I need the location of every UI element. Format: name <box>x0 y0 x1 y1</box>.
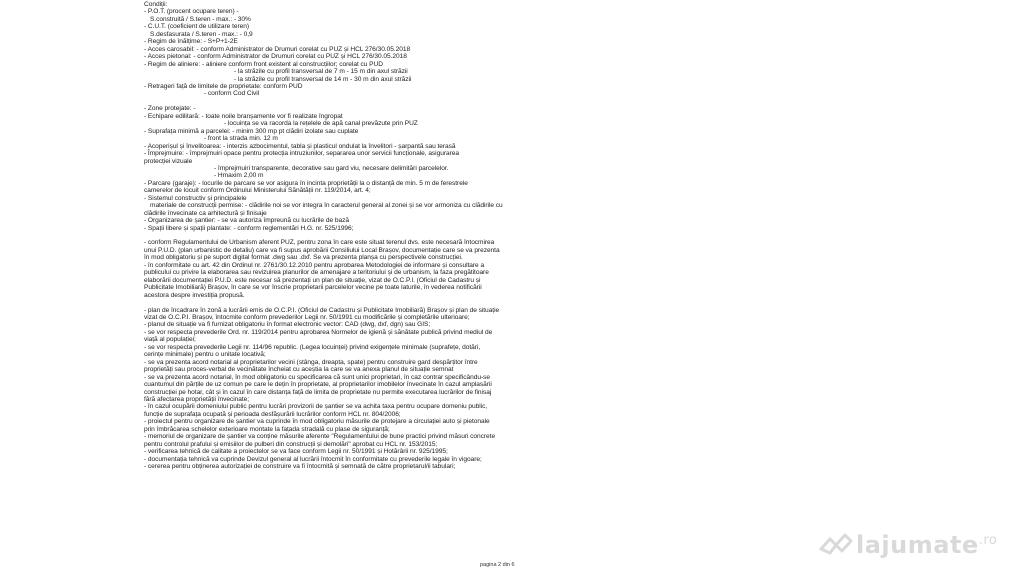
doc-line: - plan de încadrare în zonă a lucrării emis de O.C.P.I. (Oficiul de Cadastru și Publicitate Imobiliară) Brașov și plan de situație <box>144 306 500 314</box>
doc-line: protecției vizuale <box>144 157 193 165</box>
doc-line: S.desfasurata / S.teren - max.: - 0,9 <box>150 30 253 38</box>
doc-line: - verificarea tehnică de calitate a proiectelor se va face conform Legii nr. 50/1991 și Hotărârii nr. 925/1995; <box>144 448 448 456</box>
doc-line: - memoriul de organizare de șantier va conține măsurile aferente "Regulamentului de bune practici privind măsuri concrete <box>144 433 496 441</box>
page-number: pagina 2 din 6 <box>480 562 515 568</box>
doc-line: proprietăți sau proces-verbal de vecinătate încheiat cu aceștia la care se va anexa planul de situație semnat <box>144 366 454 374</box>
doc-line: - conform Regulamentului de Urbanism aferent PUZ, pentru zona în care este situat terenul dvs. este necesară întocmirea <box>144 239 495 247</box>
doc-line: - Împrejmuire: - împrejmuiri opace pentru protecția intruziunilor, separarea unor servicii funcționale, asigurarea <box>144 150 459 158</box>
doc-line: - Retrageri față de limitele de proprietate: conform PUD <box>144 82 303 90</box>
doc-line: clădirile învecinate ca arhitectură și finisaje <box>144 209 267 217</box>
doc-line: viață al populației; <box>144 336 196 344</box>
doc-line: - Organizarea de șantier: - se va autoriza împreună cu lucrările de bază <box>144 217 349 225</box>
doc-line: - Suprafața minimă a parcelei: - minim 300 mp pt clădiri izolate sau cuplate <box>144 127 359 135</box>
doc-blank-line <box>144 232 524 239</box>
doc-line: prin îmbrăcarea schelelor exterioare montate la fațada stradală cu plase de siguranță; <box>144 425 390 433</box>
doc-line: - C.U.T. (coeficient de utilizare teren) <box>144 23 250 31</box>
document-page <box>144 0 524 576</box>
doc-line: - Acces pietonal: - conform Administrator de Drumuri corelat cu PUZ și HCL 276/30.05.2018 <box>144 53 407 61</box>
doc-line: - se vor respecta prevederile Legii nr. 114/96 republic. (Legea locuinței) privind exigențele minimale (suprafețe, dotări, <box>144 343 481 351</box>
doc-line: - la străzile cu profil transversal de 7 m - 15 m din axul străzii <box>234 68 408 76</box>
doc-line: camerelor de locuit conform Ordinului Ministerului Sănătății nr. 119/2014, art. 4; <box>144 187 371 195</box>
doc-line: cuantumul din părțile de uz comun pe care le dețin în proprietate, al proprietarilor imobilelor învecinate în cazul amplasării <box>144 381 492 389</box>
watermark-brand: lajumate <box>856 531 979 559</box>
doc-line: - Zone protejate: - <box>144 105 196 113</box>
lajumate-logo-icon <box>818 529 854 559</box>
doc-line: - conform Cod Civil <box>204 90 260 98</box>
doc-line: - în cazul ocupării domeniului public pentru lucrări provizorii de șantier se va achita taxa pentru ocupare domeniu public, <box>144 403 488 411</box>
doc-line: - locuința se va racorda la rețelele de apă canal prevăzute prin PUZ <box>224 120 418 128</box>
doc-line: - Echipare edilitară: - toate noile branșamente vor fi realizate îngropat <box>144 112 343 120</box>
doc-line: - proiectul pentru organizare de șantier va cuprinde în mod obligatoriu măsurile de protejare a circulației auto și pietonale <box>144 418 490 426</box>
doc-line: - planul de situație va fi furnizat obligatoriu în format electronic vector: CAD (dwg, dxf, dgn) sau GIS; <box>144 321 431 329</box>
doc-line: - Acoperișul și învelitoarea: - interzis azbocimentul, tabla și plasticul ondulat la învelitori - șarpantă sau terasă <box>144 142 456 150</box>
watermark-domain: .ro <box>978 533 998 548</box>
doc-blank-line <box>144 299 524 306</box>
doc-line: elaborării documentației P.U.D. este necesar să prezentați un plan de situație, vizat de O.C.P.I. (Oficiul de Cadastru și <box>144 276 481 284</box>
doc-line: - Acces carosabil: - conform Administrator de Drumuri corelat cu PUZ și HCL 276/30.05.2018 <box>144 45 411 53</box>
doc-line: - Regim de înălțime: - S+P+1-2E <box>144 38 238 46</box>
doc-line: - Regim de aliniere: - aliniere conform front existent al construcțiilor; corelat cu PUD <box>144 60 383 68</box>
doc-line: funcție de suprafața ocupată și perioada desfășurării lucrărilor conform HCL nr. 804/2006; <box>144 410 401 418</box>
doc-line: construcției pe hotar, cât și în cazul în care distanța față de limita de proprietate nu permite executarea lucrărilor de finisaj <box>144 388 492 396</box>
doc-line: - Parcare (garaje): - locurile de parcare se vor asigura în incinta proprietății la o distanță de min. 5 m de ferestrele <box>144 179 468 187</box>
doc-line: Condiții: <box>144 1 168 8</box>
doc-line: în mod obligatoriu și pe suport digital format .dwg sau .dxf. Se va prezenta planșa cu perspectivele construcției. <box>144 254 463 262</box>
doc-line: - Spații libere și spații plantate: - conform reglementări H.G. nr. 525/1996; <box>144 224 354 232</box>
doc-line: unui P.U.D. (plan urbanistic de detaliu) care va fi supus aprobării Consiliului Local Brașov, documentație care se va prezenta <box>144 246 500 254</box>
doc-line: - P.O.T. (procent ocupare teren) - <box>144 8 239 16</box>
doc-blank-line <box>144 98 524 105</box>
doc-line: pentru controlul prafului și emisiilor de pulberi din construcții și demolări" aprobat cu HCL nr. 153/2015; <box>144 440 438 448</box>
doc-line: - Sistemul constructiv și principalele <box>144 194 247 202</box>
doc-line: - documentația tehnică va cuprinde Devizul general al lucrării întocmit în conformitate cu prevederile legale în vigoare; <box>144 455 482 463</box>
doc-line: - cererea pentru obținerea autorizației de construire va fi întocmită și semnată de către proprietarul/ii tabulari; <box>144 463 456 471</box>
doc-line: - împrejmuiri transparente, decorative sau gard viu, necesare delimitări parcelelor. <box>214 164 449 172</box>
document-body <box>144 1 524 471</box>
doc-line: - Hmaxim 2,00 m <box>214 172 264 180</box>
doc-line: Publicitate Imobiliară) Brașov, în care se vor înscrie proprietarii parcelelor vecine pe toate laturile, în vederea notificării <box>144 284 482 292</box>
doc-line: publicului cu privire la elaborarea sau revizuirea planurilor de amenajare a teritoriului și de urbanism, la faza pregătitoare <box>144 269 489 277</box>
doc-line: - în conformitate cu art. 42 din Ordinul nr. 2761/30.12.2010 pentru aprobarea Metodologiei de informare și consultare a <box>144 261 485 269</box>
doc-line: - se va prezenta acord notarial, în mod obligatoriu cu specificarea că sunt unici proprietari, în caz contrar specificându-se <box>144 373 490 381</box>
doc-line: acestora despre investiția propusă. <box>144 291 245 299</box>
doc-line: - front la strada min. 12 m <box>204 135 278 143</box>
watermark-text <box>856 531 997 559</box>
doc-line: - se vor respecta prevederile Ord. nr. 119/2014 pentru aprobarea Normelor de igienă și sănătate publică privind mediul de <box>144 328 493 336</box>
doc-line: fără afectarea proprietății învecinate; <box>144 395 250 403</box>
doc-line: - se va prezenta acord notarial al proprietarilor vecini (stânga, dreapta, spate) pentru construire gard despărțitor între <box>144 358 478 366</box>
doc-line: vizat de O.C.P.I. Brașov, întocmite conform prevederilor Legii nr. 50/1991 cu modificările și completările ulterioare; <box>144 313 470 321</box>
doc-line: S.construită / S.teren - max.: - 30% <box>150 15 251 23</box>
watermark <box>818 527 1018 563</box>
doc-line: - la străzile cu profil transversal de 14 m - 30 m din axul străzii <box>234 75 412 83</box>
doc-line: materiale de construcții permise: - clădirile noi se vor integra în caracterul general al zonei și se vor armoniza cu clădirile cu <box>150 202 503 210</box>
doc-line: cerințe minimale) pentru o unitate locativă; <box>144 351 266 359</box>
